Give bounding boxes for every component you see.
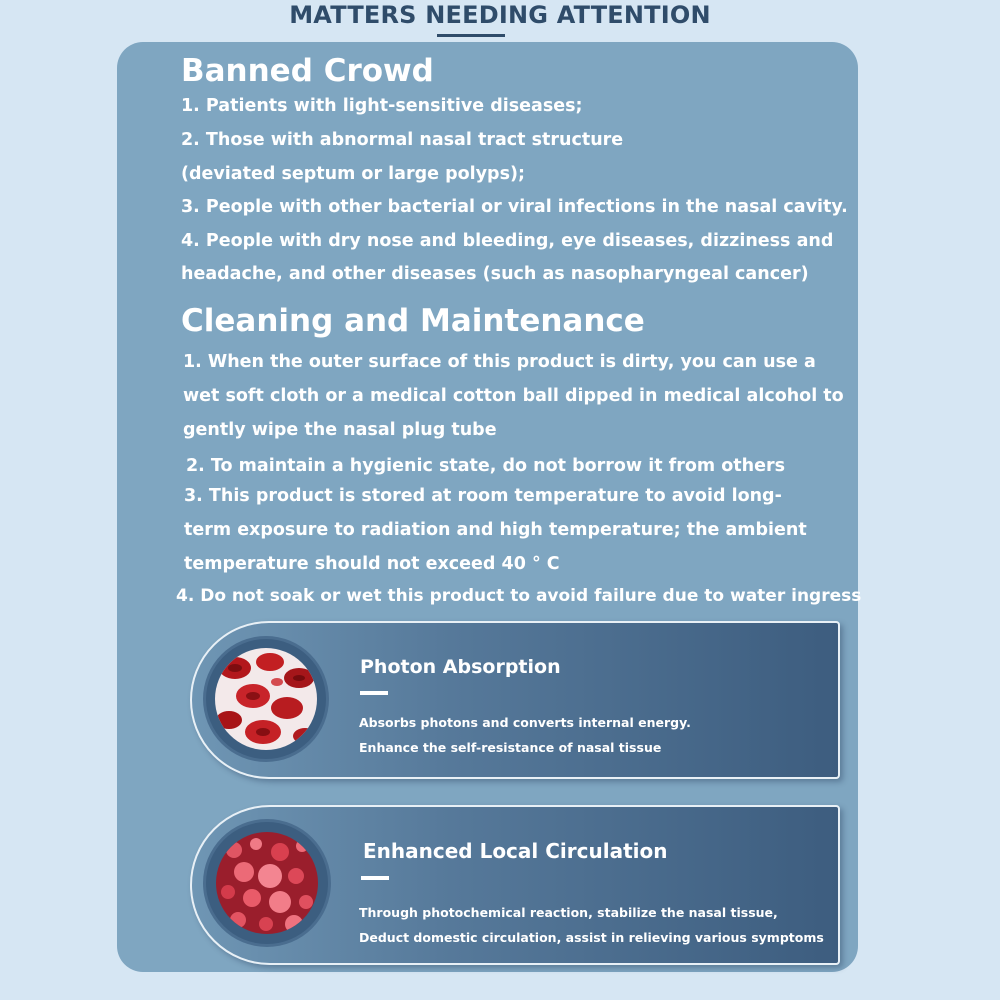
banned-item-1: 1. Patients with light-sensitive diseases;	[181, 96, 583, 116]
red-blood-cells-image	[215, 648, 317, 750]
banned-item-2: 2. Those with abnormal nasal tract structure	[181, 130, 624, 150]
cleaning-item-4: 4. Do not soak or wet this product to avoid failure due to water ingress	[176, 586, 862, 606]
cleaning-item-2: 2. To maintain a hygienic state, do not borrow it from others	[186, 456, 786, 476]
cleaning-heading: Cleaning and Maintenance	[181, 303, 645, 339]
banned-item-3: 3. People with other bacterial or viral infections in the nasal cavity.	[181, 197, 848, 217]
banned-item-4-cont: headache, and other diseases (such as nasopharyngeal cancer)	[181, 264, 809, 284]
feature-desc-line-2: Enhance the self-resistance of nasal tissue	[359, 740, 662, 755]
feature-desc-line-1: Absorbs photons and converts internal energy.	[359, 715, 691, 730]
cleaning-item-3-cont2: temperature should not exceed 40 ° C	[184, 554, 560, 574]
banned-crowd-heading: Banned Crowd	[181, 53, 434, 89]
blood-circulation-image	[216, 832, 318, 934]
cleaning-item-3-cont: term exposure to radiation and high temperature; the ambient	[184, 520, 807, 540]
banned-item-2-cont: (deviated septum or large polyps);	[181, 164, 525, 184]
page-title: MATTERS NEEDING ATTENTION	[289, 1, 711, 29]
cleaning-item-3: 3. This product is stored at room temperature to avoid long-	[184, 486, 782, 506]
cleaning-item-1-cont: wet soft cloth or a medical cotton ball dipped in medical alcohol to	[183, 386, 844, 406]
title-underline	[437, 34, 505, 37]
feature-desc-line-2: Deduct domestic circulation, assist in relieving various symptoms	[359, 930, 824, 945]
cleaning-item-1-cont2: gently wipe the nasal plug tube	[183, 420, 497, 440]
feature-desc-line-1: Through photochemical reaction, stabilize the nasal tissue,	[359, 905, 778, 920]
feature-title: Enhanced Local Circulation	[363, 839, 668, 863]
title-dash	[360, 691, 388, 695]
cleaning-item-1: 1. When the outer surface of this product is dirty, you can use a	[183, 352, 816, 372]
feature-title: Photon Absorption	[360, 656, 561, 678]
title-dash	[361, 876, 389, 880]
banned-item-4: 4. People with dry nose and bleeding, eye diseases, dizziness and	[181, 231, 834, 251]
